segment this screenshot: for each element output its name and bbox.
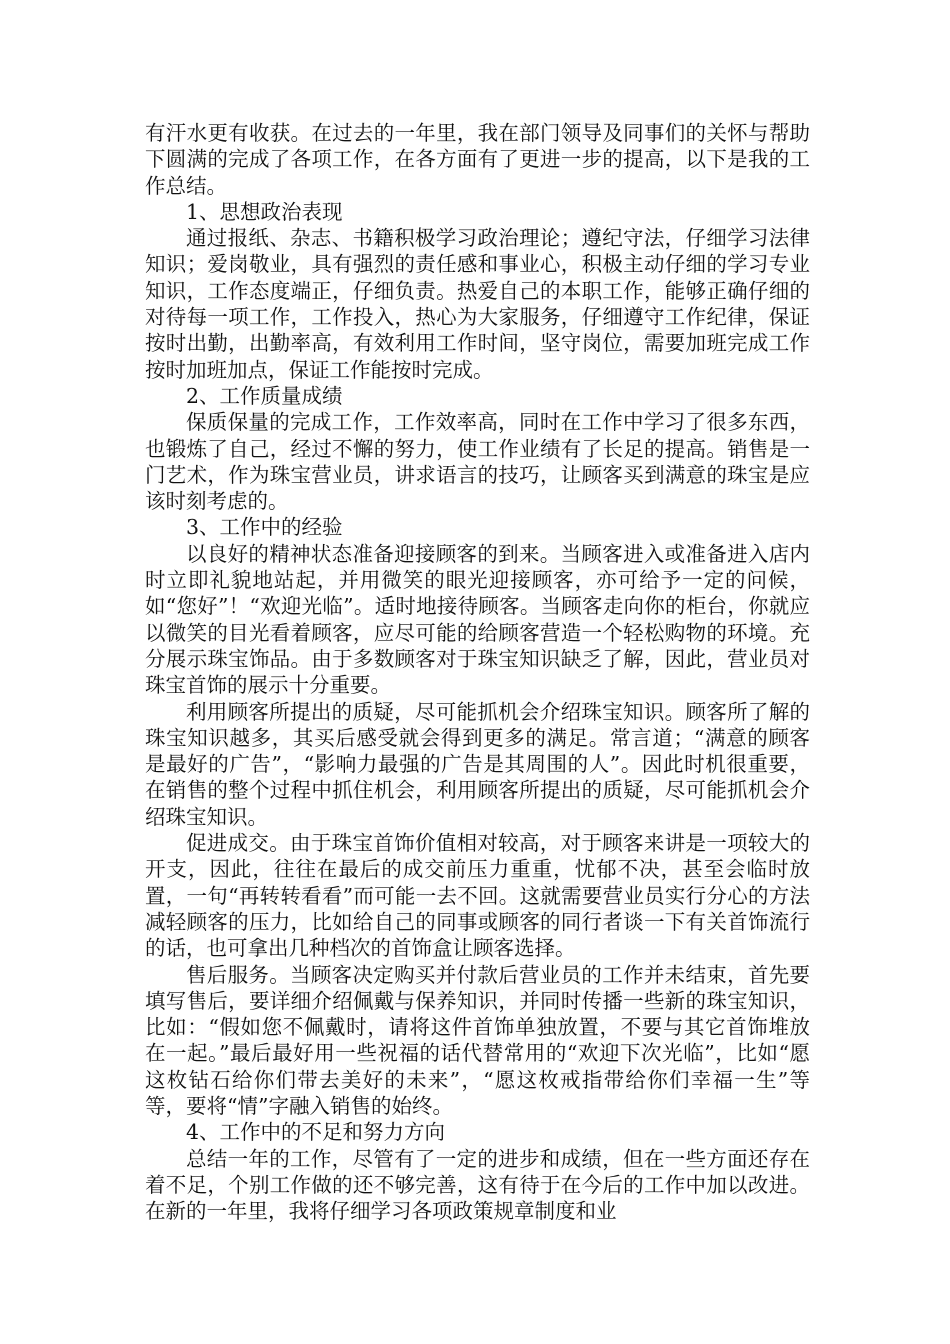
body-paragraph-shortcomings: 总结一年的工作，尽管有了一定的进步和成绩，但在一些方面还存在着不足，个别工作做的还不够完善，这有待于在今后的工作中加以改进。在新的一年里，我将仔细学习各项政策规章制度和业	[145, 1146, 810, 1224]
body-paragraph-after-sales: 售后服务。当顾客决定购买并付款后营业员的工作并未结束，首先要填写售后，要详细介绍佩戴与保养知识，并同时传播一些新的珠宝知识，比如：“假如您不佩戴时，请将这件首饰单独放置，不要与其它首饰堆放在一起。”最后最好用一些祝福的话代替常用的“欢迎下次光临”，比如“愿这枚钻石给你们带去美好的未来”，“愿这枚戒指带给你们幸福一生”等等，要将“情”字融入销售的始终。	[145, 962, 810, 1118]
section-heading-quality: 2、工作质量成绩	[186, 383, 343, 408]
body-paragraph-political: 通过报纸、杂志、书籍积极学习政治理论；遵纪守法，仔细学习法律知识；爱岗敬业，具有强烈的责任感和事业心，积极主动仔细的学习专业知识，工作态度端正，仔细负责。热爱自己的本职工作，能够正确仔细的对待每一项工作，工作投入，热心为大家服务，仔细遵守工作纪律，保证按时出勤，出勤率高，有效利用工作时间，坚守岗位，需要加班完成工作按时加班加点，保证工作能按时完成。	[145, 226, 810, 382]
body-paragraph-quality: 保质保量的完成工作，工作效率高，同时在工作中学习了很多东西，也锻炼了自己，经过不懈的努力，使工作业绩有了长足的提高。销售是一门艺术，作为珠宝营业员，讲求语言的技巧，让顾客买到满意的珠宝是应该时刻考虑的。	[145, 410, 810, 514]
document-page	[145, 120, 810, 1224]
body-paragraph-closing-deal: 促进成交。由于珠宝首饰价值相对较高，对于顾客来讲是一项较大的开支，因此，往往在最后的成交前压力重重，忧郁不决，甚至会临时放置，一句“再转转看看”而可能一去不回。这就需要营业员实行分心的方法减轻顾客的压力，比如给自己的同事或顾客的同行者谈一下有关首饰流行的话，也可拿出几种档次的首饰盒让顾客选择。	[145, 831, 810, 961]
intro-paragraph: 有汗水更有收获。在过去的一年里，我在部门领导及同事们的关怀与帮助下圆满的完成了各项工作，在各方面有了更进一步的提高，以下是我的工作总结。	[145, 121, 810, 198]
body-paragraph-questions: 利用顾客所提出的质疑，尽可能抓机会介绍珠宝知识。顾客所了解的珠宝知识越多，其买后感受就会得到更多的满足。常言道；“满意的顾客是最好的广告”，“影响力最强的广告是其周围的人”。因此时机很重要，在销售的整个过程中抓住机会，利用顾客所提出的质疑，尽可能抓机会介绍珠宝知识。	[145, 699, 810, 829]
section-heading-political: 1、思想政治表现	[186, 199, 343, 224]
body-paragraph-welcome: 以良好的精神状态准备迎接顾客的到来。当顾客进入或准备进入店内时立即礼貌地站起，并用微笑的眼光迎接顾客，亦可给予一定的问候，如“您好”！“欢迎光临”。适时地接待顾客。当顾客走向你的柜台，你就应以微笑的目光看着顾客，应尽可能的给顾客营造一个轻松购物的环境。充分展示珠宝饰品。由于多数顾客对于珠宝知识缺乏了解，因此，营业员对珠宝首饰的展示十分重要。	[145, 541, 810, 698]
section-heading-experience: 3、工作中的经验	[186, 515, 343, 540]
section-heading-shortcomings: 4、工作中的不足和努力方向	[186, 1120, 446, 1145]
